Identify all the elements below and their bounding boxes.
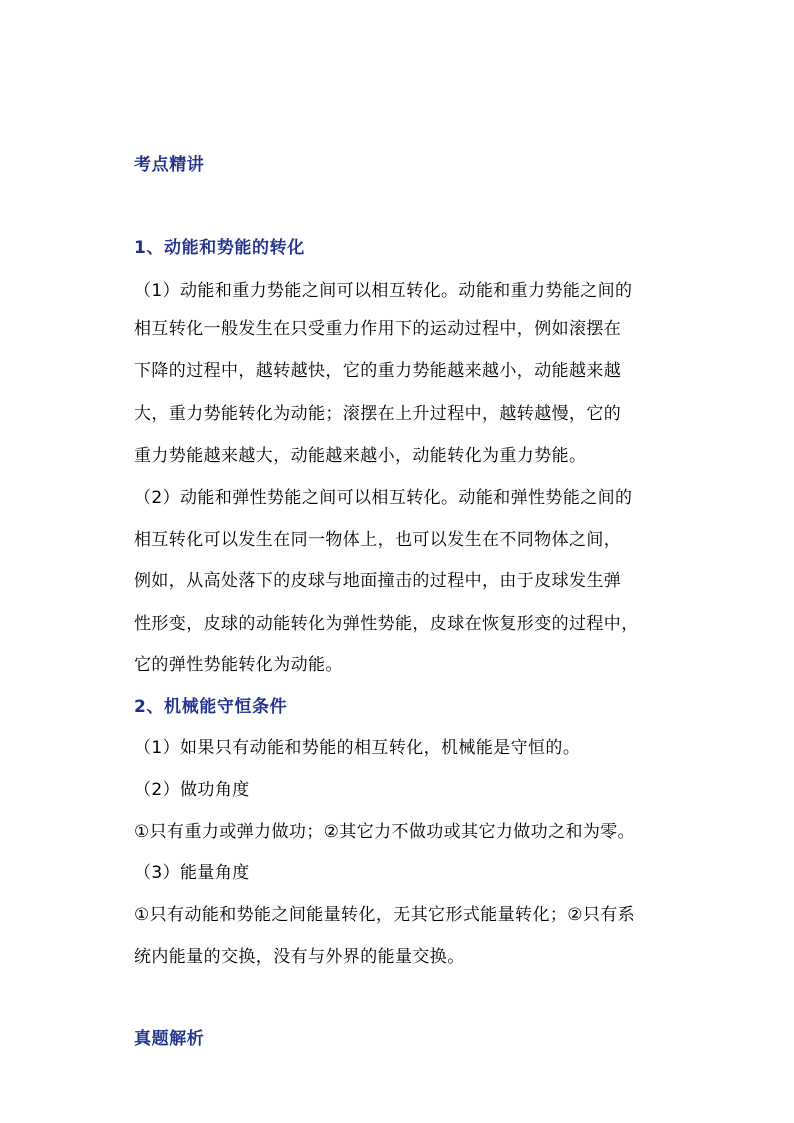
section-title: 考点精讲 [134,155,205,175]
paragraph-line: 相互转化可以发生在同一物体上，也可以发生在不同物体之间， [134,530,622,550]
paragraph-line: （1）如果只有动能和势能的相互转化，机械能是守恒的。 [134,738,581,758]
part2-heading: 2、机械能守恒条件 [134,697,288,717]
part1-heading: 1、动能和势能的转化 [134,238,305,258]
paragraph-line: （2）做功角度 [134,780,250,800]
paragraph-line: 统内能量的交换，没有与外界的能量交换。 [134,947,465,967]
paragraph-line: （2）动能和弹性势能之间可以相互转化。动能和弹性势能之间的 [134,488,633,508]
paragraph-line: 相互转化一般发生在只受重力作用下的运动过程中，例如滚摆在 [134,319,622,339]
paragraph-line: 大，重力势能转化为动能；滚摆在上升过程中，越转越慢，它的 [134,404,622,424]
paragraph-line: 重力势能越来越大，动能越来越小，动能转化为重力势能。 [134,446,587,466]
paragraph-line: ①只有动能和势能之间能量转化，无其它形式能量转化；②只有系 [134,905,636,925]
paragraph-line: ①只有重力或弹力做功；②其它力不做功或其它力做功之和为零。 [134,822,636,842]
paragraph-line: （3）能量角度 [134,863,250,883]
paragraph-line: 例如，从高处落下的皮球与地面撞击的过程中，由于皮球发生弹 [134,571,622,591]
paragraph-line: （1）动能和重力势能之间可以相互转化。动能和重力势能之间的 [134,281,633,301]
paragraph-line: 它的弹性势能转化为动能。 [134,655,343,675]
paragraph-line: 下降的过程中，越转越快，它的重力势能越来越小，动能越来越 [134,361,622,381]
paragraph-line: 性形变，皮球的动能转化为弹性势能，皮球在恢复形变的过程中， [134,614,639,634]
footer-title: 真题解析 [134,1029,205,1049]
